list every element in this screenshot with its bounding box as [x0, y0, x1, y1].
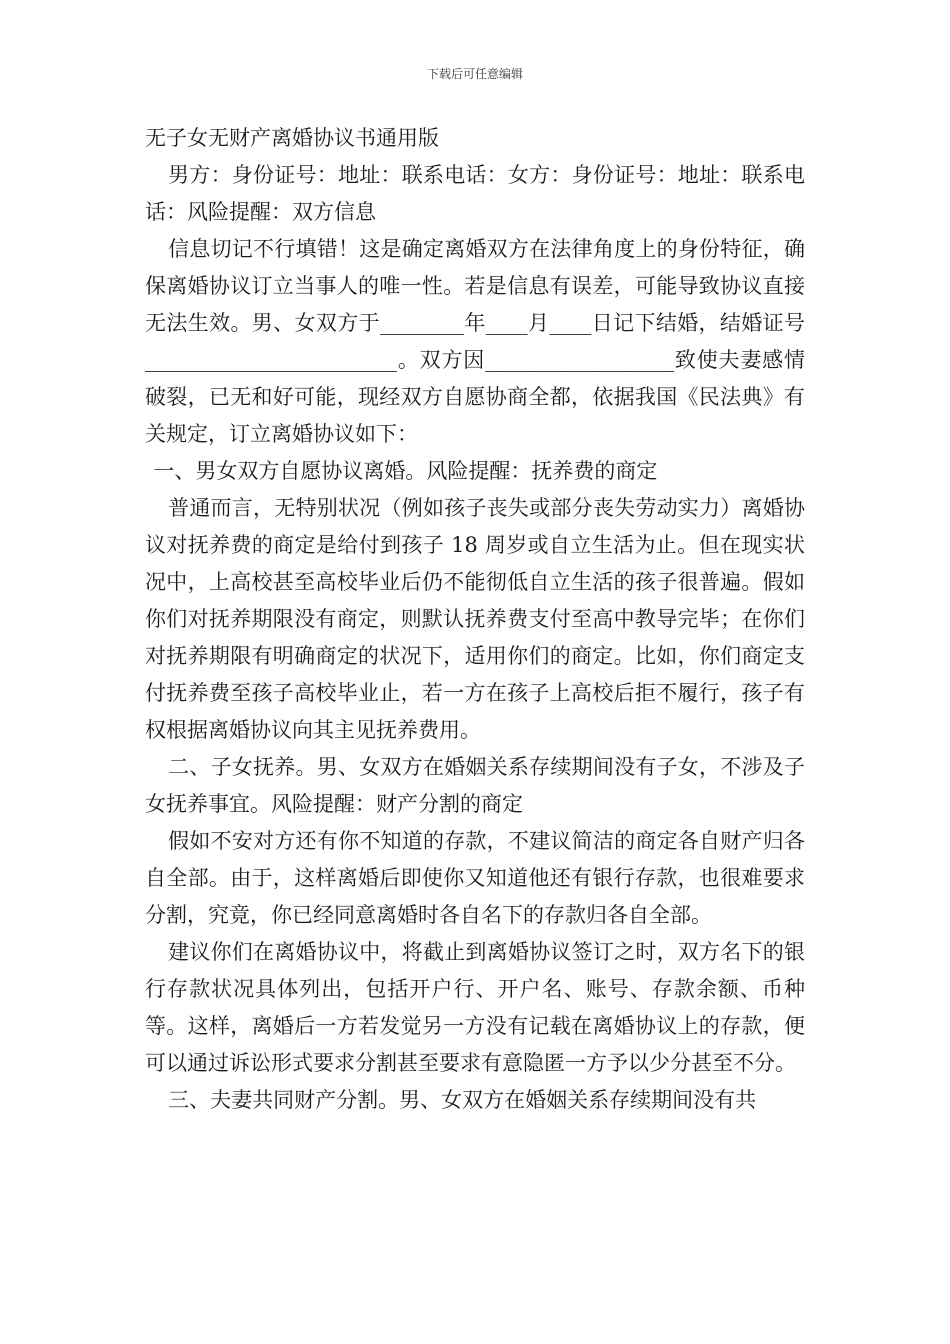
- paragraph-deposit-advice: 建议你们在离婚协议中，将截止到离婚协议签订之时，双方名下的银行存款状况具体列出，包括开户行、开户名、账号、存款余额、币种等。这样，离婚后一方若发觉另一方没有记载在离婚协议上的存款，便可以通过诉讼形式要求分割甚至要求有意隐匿一方予以少分甚至不分。: [145, 940, 805, 1075]
- page-header: 下载后可任意编辑: [426, 67, 523, 81]
- paragraph-info-warning: 信息切记不行填错！这是确定离婚双方在法律角度上的身份特征，确保离婚协议订立当事人的唯一性。若是信息有误差，可能导致协议直接无法生效。男、女双方于________年____月____日记下结婚，结婚证号________________________。双方因__________________致使夫妻感情破裂，已无和好可能，现经双方自愿协商全都，依据我国《民法典》有关规定，订立离婚协议如下：: [145, 237, 805, 446]
- document-body: [145, 120, 805, 1119]
- paragraph-clause-1: 一、男女双方自愿协议离婚。风险提醒：抚养费的商定: [153, 459, 658, 483]
- paragraph-clause-2: 二、子女抚养。男、女双方在婚姻关系存续期间没有子女，不涉及子女抚养事宜。风险提醒：财产分割的商定: [145, 755, 805, 816]
- paragraph-clause-3: 三、夫妻共同财产分割。男、女双方在婚姻关系存续期间没有共: [168, 1088, 757, 1112]
- document-title: 无子女无财产离婚协议书通用版: [145, 126, 439, 150]
- paragraph-party-info: 男方：身份证号：地址：联系电话：女方：身份证号：地址：联系电话：风险提醒：双方信息: [145, 163, 805, 224]
- paragraph-property-warning: 假如不安对方还有你不知道的存款，不建议简洁的商定各自财产归各自全部。由于，这样离婚后即使你又知道他还有银行存款，也很难要求分割，究竟，你已经同意离婚时各自名下的存款归各自全部。: [145, 829, 805, 927]
- paragraph-support-fee: 普通而言，无特别状况（例如孩子丧失或部分丧失劳动实力）离婚协议对抚养费的商定是给付到孩子 18 周岁或自立生活为止。但在现实状况中，上高校甚至高校毕业后仍不能彻低自立生活的孩子很普遍。假如你们对抚养期限没有商定，则默认抚养费支付至高中教导完毕；在你们对抚养期限有明确商定的状况下，适用你们的商定。比如，你们商定支付抚养费至孩子高校毕业止，若一方在孩子上高校后拒不履行，孩子有权根据离婚协议向其主见抚养费用。: [145, 496, 805, 742]
